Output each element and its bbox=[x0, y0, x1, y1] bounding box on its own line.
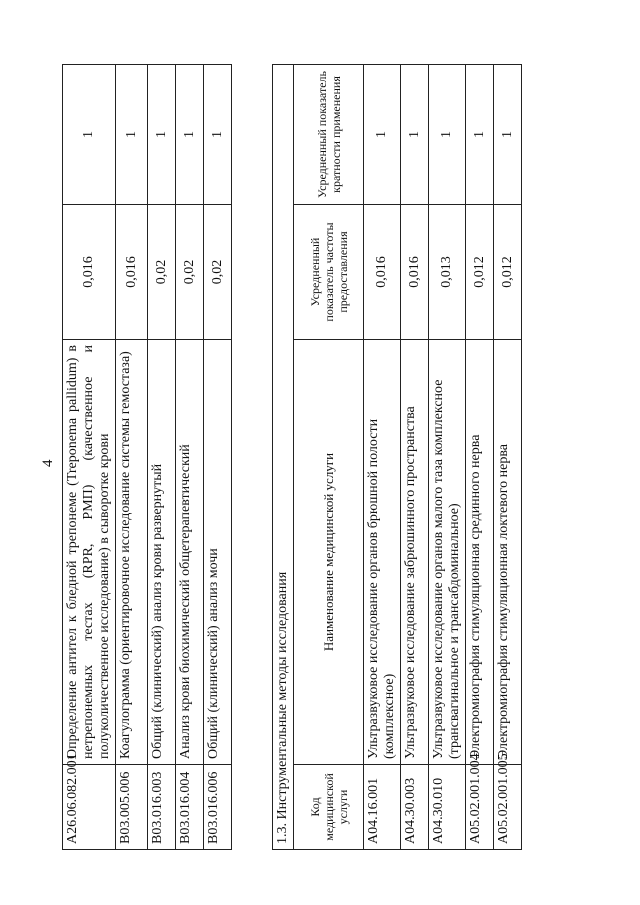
service-code: A05.02.001.005 bbox=[494, 765, 522, 850]
instrumental-methods-table bbox=[272, 64, 522, 850]
service-name: Электромиография стимуляционная локтевого нерва bbox=[494, 340, 522, 765]
service-code: A04.30.003 bbox=[401, 765, 429, 850]
header-frequency: Усредненный показатель частоты предоставления bbox=[294, 205, 364, 340]
service-code: A26.06.082.001 bbox=[63, 765, 116, 850]
lab-tests-table bbox=[62, 64, 232, 850]
service-code: A05.02.001.004 bbox=[466, 765, 494, 850]
section-title: 1.3. Инструментальные методы исследования bbox=[273, 64, 294, 849]
frequency-value: 0,02 bbox=[204, 205, 232, 340]
service-code: B03.016.006 bbox=[204, 765, 232, 850]
service-name: Анализ крови биохимический общетерапевтический bbox=[176, 340, 204, 765]
multiplicity-value: 1 bbox=[429, 64, 466, 204]
table-row bbox=[204, 65, 232, 850]
multiplicity-value: 1 bbox=[63, 65, 116, 205]
table-row bbox=[63, 65, 116, 850]
table-row bbox=[116, 65, 148, 850]
service-code: A04.16.001 bbox=[364, 765, 401, 850]
header-multiplicity: Усредненный показатель кратности применения bbox=[294, 64, 364, 204]
multiplicity-value: 1 bbox=[364, 64, 401, 204]
table-row bbox=[429, 64, 466, 849]
section-title-row bbox=[273, 64, 294, 849]
multiplicity-value: 1 bbox=[494, 64, 522, 204]
service-name: Ультразвуковое исследование забрюшинного пространства bbox=[401, 340, 429, 765]
service-code: B03.016.004 bbox=[176, 765, 204, 850]
table-row bbox=[176, 65, 204, 850]
table-row bbox=[364, 64, 401, 849]
multiplicity-value: 1 bbox=[466, 64, 494, 204]
frequency-value: 0,016 bbox=[116, 205, 148, 340]
table-row bbox=[401, 64, 429, 849]
multiplicity-value: 1 bbox=[204, 65, 232, 205]
header-code: Код медицинской услуги bbox=[294, 765, 364, 850]
service-code: B03.005.006 bbox=[116, 765, 148, 850]
service-name: Общий (клинический) анализ крови развернутый bbox=[148, 340, 176, 765]
frequency-value: 0,016 bbox=[401, 205, 429, 340]
table-row bbox=[148, 65, 176, 850]
service-name: Общий (клинический) анализ мочи bbox=[204, 340, 232, 765]
frequency-value: 0,016 bbox=[364, 205, 401, 340]
frequency-value: 0,013 bbox=[429, 205, 466, 340]
frequency-value: 0,012 bbox=[466, 205, 494, 340]
service-name: Коагулограмма (ориентировочное исследование системы гемостаза) bbox=[116, 340, 148, 765]
service-name: Ультразвуковое исследование органов малого таза комплексное (трансвагинальное и трансабдоминальное) bbox=[429, 340, 466, 765]
service-name: Определение антител к бледной трепонеме (Treponema pallidum) в нетрепонемных тестах (RPR, РМП) (качественное и полуколичественное исследование) в сыворотке крови bbox=[63, 340, 116, 765]
multiplicity-value: 1 bbox=[116, 65, 148, 205]
multiplicity-value: 1 bbox=[176, 65, 204, 205]
frequency-value: 0,012 bbox=[494, 205, 522, 340]
frequency-value: 0,02 bbox=[148, 205, 176, 340]
multiplicity-value: 1 bbox=[401, 64, 429, 204]
page-number: 4 bbox=[40, 459, 56, 467]
service-code: A04.30.010 bbox=[429, 765, 466, 850]
frequency-value: 0,02 bbox=[176, 205, 204, 340]
service-code: B03.016.003 bbox=[148, 765, 176, 850]
header-row bbox=[294, 64, 364, 849]
table-row bbox=[494, 64, 522, 849]
service-name: Ультразвуковое исследование органов брюшной полости (комплексное) bbox=[364, 340, 401, 765]
service-name: Электромиография стимуляционная срединного нерва bbox=[466, 340, 494, 765]
multiplicity-value: 1 bbox=[148, 65, 176, 205]
header-name: Наименование медицинской услуги bbox=[294, 340, 364, 765]
table-row bbox=[466, 64, 494, 849]
frequency-value: 0,016 bbox=[63, 205, 116, 340]
